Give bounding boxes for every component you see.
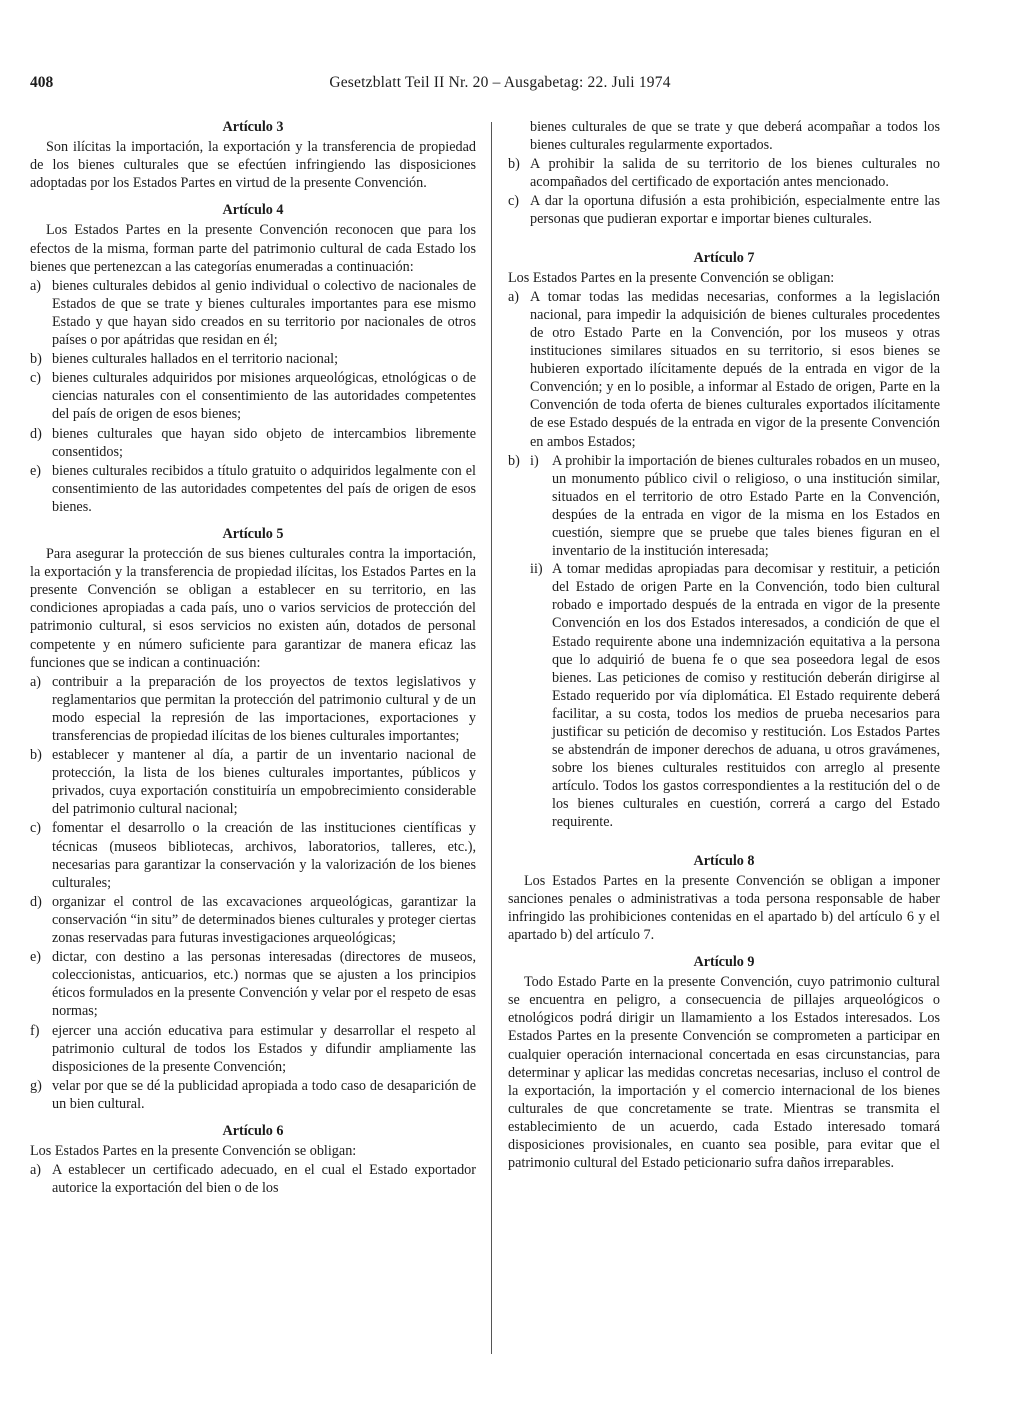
item-text: bienes culturales debidos al genio individual o colectivo de nacionales de Estados de que se trate y bienes culturales importantes para ese mismo Estado y que hayan sido creados en su territorio por nacionales de otros países o por apátridas que residan en él; — [52, 277, 476, 349]
item-marker: f) — [30, 1022, 40, 1039]
item-text: contribuir a la preparación de los proyectos de textos legislativos y reglamentarios que permitan la protección del patrimonio cultural y de un modo especial la represión de las importaciones, exportaciones y transferencias de propiedad ilícitas de los bienes culturales importantes; — [52, 673, 476, 744]
item-marker: a) — [30, 673, 42, 690]
article-paragraph: Los Estados Partes en la presente Convención se obligan a imponer sanciones penales o administrativas a toda persona responsable de haber infringido las prohibiciones contenidas en el apartado b) del artículo 6 y el apartado b) del artículo 7. — [508, 872, 940, 943]
item-marker: b) — [508, 156, 520, 173]
article-title: Artículo 8 — [693, 852, 755, 869]
item-marker: c) — [30, 370, 42, 387]
item-text: A tomar todas las medidas necesarias, conformes a la legislación nacional, para impedir la adquisición de bienes culturales procedentes de otro Estado Parte en la Convención, por los museos y otras instituciones similares situados en su territorio, si esos bienes se hubieren exportado ilícitamente depués de la entrada en vigor de la Convención; y en lo posible, a informar al Estado de origen, Parte en la Convención de toda oferta de bienes culturales exportados ilícitamente de ese Estado después de la entrada en vigor de la presente Convención en ambos Estados; — [530, 288, 940, 450]
article-8 — [508, 852, 940, 944]
list-item — [30, 369, 476, 423]
right-column — [508, 118, 940, 1172]
article-title: Artículo 7 — [693, 249, 755, 266]
item-text-continued: bienes culturales de que se trate y que deberá acompañar a todos los bienes culturales regularmente exportados. — [530, 119, 940, 154]
article-3 — [30, 118, 476, 192]
page-header — [30, 74, 970, 98]
item-marker: a) — [508, 288, 520, 305]
article-intro: Los Estados Partes en la presente Convención se obligan: — [30, 1143, 357, 1160]
article-title: Artículo 9 — [693, 954, 755, 971]
item-text: establecer y mantener al día, a partir de un inventario nacional de protección, la lista de los bienes culturales importantes, públicos y privados, cuya exportación constituiría un empobrecimiento considerable del patrimonio cultural nacional; — [52, 747, 476, 818]
article-5 — [30, 525, 476, 1113]
article-title: Artículo 4 — [222, 202, 284, 219]
article-paragraph: Son ilícitas la importación, la exportación y la transferencia de propiedad de los bienes culturales que se efectúen infringiendo las disposiciones adoptadas por los Estados Partes en virtud de la presente Convención. — [30, 139, 476, 192]
item-marker: c) — [508, 193, 520, 210]
list-item — [508, 288, 940, 451]
list-item — [30, 462, 476, 516]
sub-item-marker: ii) — [530, 561, 543, 578]
article-4 — [30, 201, 476, 516]
list-item — [30, 1161, 476, 1197]
item-text: bienes culturales recibidos a título gratuito o adquiridos legalmente con el consentimiento de las autoridades competentes del país de origen de esos bienes. — [52, 462, 476, 515]
article-7 — [508, 249, 940, 832]
list-item — [30, 673, 476, 745]
item-text: velar por que se dé la publicidad apropiada a todo caso de desaparición de un bien cultural. — [52, 1077, 476, 1112]
list-item — [508, 192, 940, 228]
list-item — [30, 1022, 476, 1076]
list-item — [508, 452, 940, 832]
item-text: A dar la oportuna difusión a esta prohibición, especialmente entre las personas que pudieran exportar e importar bienes culturales. — [530, 193, 940, 228]
list-item — [30, 746, 476, 818]
article-6 — [30, 1122, 476, 1197]
list-item — [30, 425, 476, 461]
item-text: organizar el control de las excavaciones arqueológicas, garantizar la conservación “in situ” de determinados bienes culturales y proteger ciertas zonas reservadas para futuras investigaciones arqueológicas; — [52, 893, 476, 947]
item-marker: d) — [30, 425, 42, 442]
sub-item — [530, 452, 940, 561]
list-item — [30, 893, 476, 947]
sub-item-text: A tomar medidas apropiadas para decomisar y restituir, a petición del Estado de origen Parte en la Convención, todo bien cultural robado e importado después de la entrada en vigor de la presente Convención en los dos Estados interesados, a condición de que el Estado requirente abone una indemnización equitativa a la persona que lo adquirió de buena fe o que sea poseedora legal de esos bienes. Las peticiones de comiso y restitución deberán dirigirse al Estado requerido por vía diplomática. El Estado requirente deberá facilitar, a su costa, todos los medios de prueba necesarios para justificar su petición de decomiso y restitución. Los Estados Partes se abstendrán de imponer derechos de aduana, u otros gravámenes, sobre los bienes culturales restituidos con arreglo al presente artículo. Todos los gastos correspondientes a la restitución del o de los bienes culturales en cuestión, correrá a cargo del Estado requirente. — [552, 561, 940, 831]
sub-item-marker: i) — [530, 452, 539, 469]
article-6-continued — [508, 118, 940, 229]
list-item — [30, 1077, 476, 1113]
item-text: bienes culturales que hayan sido objeto de intercambios libremente consentidos; — [52, 425, 476, 460]
item-text: fomentar el desarrollo o la creación de las instituciones científicas y técnicas (museos bibliotecas, archivos, laboratorios, talleres, etc.), necesarias para garantizar la conservación y la valorización de los bienes culturales; — [52, 820, 476, 891]
list-item — [30, 277, 476, 349]
page-number: 408 — [30, 74, 54, 91]
item-marker: c) — [30, 820, 42, 837]
column-divider — [491, 122, 492, 1354]
item-subitems — [530, 452, 940, 832]
article-intro: Los Estados Partes en la presente Convención reconocen que para los efectos de la misma, forman parte del patrimonio cultural de cada Estado los bienes que pertenezcan a las categorías enumeradas a continuación: — [30, 222, 476, 275]
sub-item-text: A prohibir la importación de bienes culturales robados en un museo, un monumento público civil o religioso, o una institución similar, situados en el territorio de otro Estado Parte en la Convención, despúes de la entrada en vigor de la misma en los Estados en cuestión, siempre que se pruebe que tales bienes figuran en el inventario de la institución interesada; — [552, 452, 940, 560]
item-marker: a) — [30, 277, 42, 294]
item-marker: b) — [508, 452, 520, 469]
article-intro: Los Estados Partes en la presente Convención se obligan: — [508, 269, 835, 286]
item-text: bienes culturales adquiridos por misiones arqueológicas, etnológicas o de ciencias naturales con el consentimiento de las autoridades competentes del país de origen de esos bienes; — [52, 370, 476, 423]
item-marker: b) — [30, 747, 42, 764]
item-text: A establecer un certificado adecuado, en el cual el Estado exportador autorice la exportación del bien o de los — [52, 1162, 476, 1197]
item-marker: a) — [30, 1162, 42, 1179]
article-9 — [508, 953, 940, 1172]
article-title: Artículo 5 — [222, 525, 284, 542]
list-item — [508, 155, 940, 191]
list-item — [30, 948, 476, 1020]
article-intro: Para asegurar la protección de sus bienes culturales contra la importación, la exportación y la transferencia de propiedad ilícitas, los Estados Partes en la presente Convención se obligan a establecer en su territorio, en las condiciones apropiadas a cada país, uno o varios servicios de protección del patrimonio cultural, si esos servicios no existen aún, dotados de personal competente y en número suficiente para garantizar de manera eficaz las funciones que se indican a continuación: — [30, 546, 476, 671]
sub-item — [530, 560, 940, 831]
running-head: Gesetzblatt Teil II Nr. 20 – Ausgabetag: 22. Juli 1974 — [329, 74, 671, 91]
article-title: Artículo 6 — [222, 1122, 284, 1139]
item-marker: g) — [30, 1077, 42, 1094]
item-marker: b) — [30, 351, 42, 368]
list-item — [30, 350, 476, 368]
item-marker: d) — [30, 893, 42, 910]
item-text: dictar, con destino a las personas interesadas (directores de museos, coleccionistas, anticuarios, etc.) normas que se ajusten a los principios éticos formulados en la presente Convención y velar por el respeto de esas normas; — [52, 949, 476, 1020]
item-text: A prohibir la salida de su territorio de los bienes culturales no acompañados del certificado de exportación antes mencionado. — [530, 156, 940, 191]
article-title: Artículo 3 — [222, 119, 284, 135]
list-item — [30, 819, 476, 891]
left-column — [30, 118, 476, 1197]
item-text: bienes culturales hallados en el territorio nacional; — [52, 351, 339, 368]
item-marker: e) — [30, 462, 42, 479]
article-paragraph: Todo Estado Parte en la presente Convención, cuyo patrimonio cultural se encuentra en peligro, a consecuencia de pillajes arqueológicos o etnológicos podrá dirigir un llamamiento a los Estados interesados. Los Estados Partes en la presente Convención se comprometen a participar en cualquier operación internacional concertada en esas circunstancias, para determinar y aplicar las medidas concretas necesarias, incluso el control de la exportación, la importación y el comercio internacional de los bienes culturales de que concretamente se trate. Mientras se transmita el establecimiento de un acuerdo, cada Estado interesado tomará disposiciones provisionales, en cuanto sea posible, para evitar que el patrimonio cultural del Estado peticionario sufra daños irreparables. — [508, 974, 940, 1172]
item-text: ejercer una acción educativa para estimular y desarrollar el respeto al patrimonio cultural de todos los Estados y difundir ampliamente las disposiciones de la presente Convención; — [52, 1022, 476, 1075]
item-marker: e) — [30, 949, 42, 966]
